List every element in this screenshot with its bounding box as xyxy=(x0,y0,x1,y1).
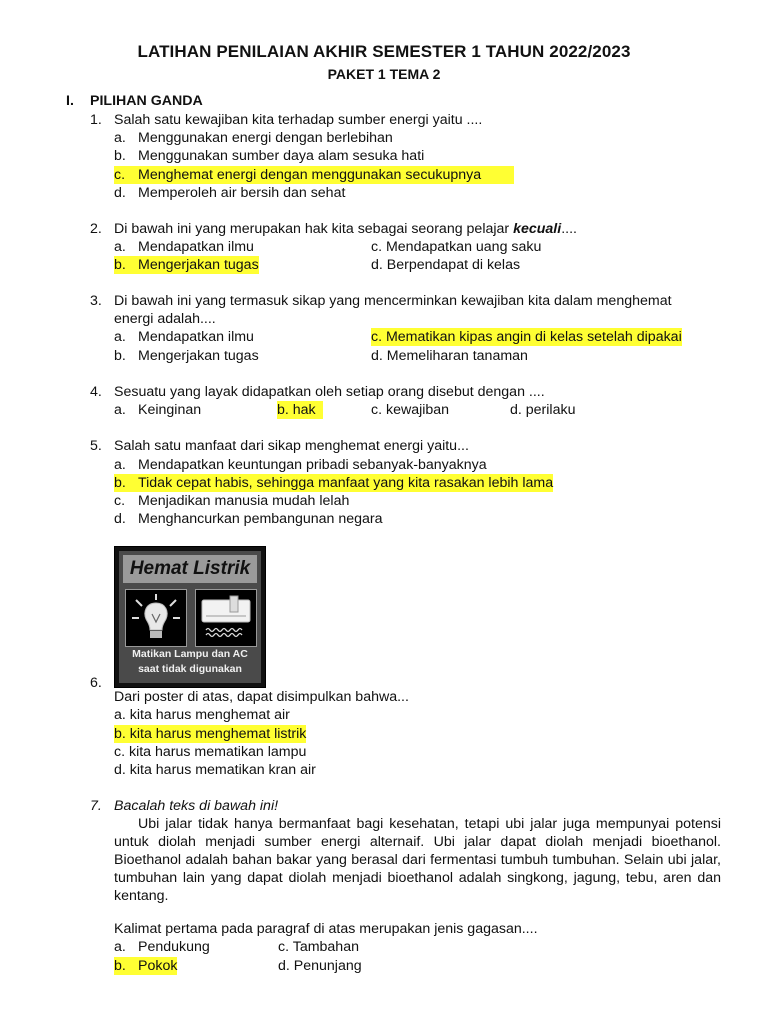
option-text: c. Mematikan kipas angin di kelas setelah dipakai xyxy=(371,329,682,345)
option-text: d. perilaku xyxy=(510,402,576,418)
poster-caption-line: Matikan Lampu dan AC xyxy=(132,648,248,660)
option-text: Memperoleh air bersih dan sehat xyxy=(138,185,346,201)
option-letter: c. xyxy=(114,167,126,183)
page-subtitle: PAKET 1 TEMA 2 xyxy=(327,66,441,82)
question-text: Kalimat pertama pada paragraf di atas merupakan jenis gagasan.... xyxy=(114,921,538,937)
option-letter: b. xyxy=(114,256,138,274)
question-number: 3. xyxy=(90,293,102,309)
question-text: Salah satu manfaat dari sikap menghemat energi yaitu... xyxy=(114,438,469,454)
option-text: b. hak xyxy=(277,401,323,419)
section-title: PILIHAN GANDA xyxy=(90,93,203,109)
option-letter: a. xyxy=(114,329,126,345)
option-letter: b. xyxy=(114,148,126,164)
option-text: Mengerjakan tugas xyxy=(138,348,259,364)
option-text: Mendapatkan ilmu xyxy=(138,239,254,255)
question-text: energi adalah.... xyxy=(114,311,216,327)
lightbulb-icon xyxy=(125,589,187,647)
page-title: LATIHAN PENILAIAN AKHIR SEMESTER 1 TAHUN 2022/2023 xyxy=(137,42,631,61)
option-text: Mendapatkan ilmu xyxy=(138,329,254,345)
option-text: Tidak cepat habis, sehingga manfaat yang kita rasakan lebih lama xyxy=(138,475,554,491)
question-instruction: Bacalah teks di bawah ini! xyxy=(114,798,279,814)
option-text: d. Memeliharan tanaman xyxy=(371,348,528,364)
reading-paragraph: Ubi jalar tidak hanya bermanfaat bagi kesehatan, tetapi ubi jalar juga mempunyai potensi untuk diolah menjadi sumber energi alternaif. Ubi jalar dapat diolah menjadi bioethanol. Bioethanol adalah bahan bakar yang berasal dari fermentasi tumbuh tumbuhan. Selain ubi jalar, tumbuhan lain yang dapat diolah menjadi bioethanol adalah singkong, jagung, tebu, aren dan kentang. xyxy=(114,816,721,904)
option-text: d. Penunjang xyxy=(278,958,362,974)
question-text-main: Di bawah ini yang merupakan hak kita sebagai seorang pelajar xyxy=(114,221,514,237)
option-letter: a. xyxy=(114,239,126,255)
question-number: 5. xyxy=(90,438,102,454)
question-number: 7. xyxy=(90,798,102,814)
option-letter: b. xyxy=(114,957,138,975)
option-text: Menghancurkan pembangunan negara xyxy=(138,511,383,527)
option-text: c. Tambahan xyxy=(278,939,359,955)
option-text: Pendukung xyxy=(138,939,210,955)
question-text xyxy=(114,220,577,238)
option-letter: a. xyxy=(114,130,126,146)
option-text: Pokok xyxy=(138,958,178,974)
option-letter: a. xyxy=(114,402,126,418)
poster-background xyxy=(119,551,261,683)
poster-caption-line: saat tidak digunakan xyxy=(138,663,242,675)
option-text: Menghemat energi dengan menggunakan secukupnya xyxy=(138,167,482,183)
hemat-listrik-poster xyxy=(114,546,266,688)
option-letter: a. xyxy=(114,457,126,473)
question-number: 4. xyxy=(90,384,102,400)
question-number: 1. xyxy=(90,112,102,128)
air-conditioner-icon xyxy=(195,589,257,647)
option-text: a. kita harus menghemat air xyxy=(114,707,290,723)
option-letter: b. xyxy=(114,348,126,364)
question-text: Salah satu kewajiban kita terhadap sumber energi yaitu .... xyxy=(114,112,483,128)
question-number: 2. xyxy=(90,221,102,237)
option-text: c. kewajiban xyxy=(371,402,450,418)
option-letter: d. xyxy=(114,185,126,201)
question-text-tail: .... xyxy=(561,221,577,237)
option-text: Keinginan xyxy=(138,402,202,418)
section-label: I. xyxy=(66,93,74,109)
option-letter: d. xyxy=(114,511,126,527)
question-number: 6. xyxy=(90,675,102,691)
poster-title: Hemat Listrik xyxy=(123,555,257,583)
question-text: Sesuatu yang layak didapatkan oleh setiap orang disebut dengan .... xyxy=(114,384,545,400)
option-letter: c. xyxy=(114,493,126,509)
option-letter: b. xyxy=(114,474,138,492)
question-emphasis: kecuali xyxy=(513,221,562,237)
option-text: Mendapatkan keuntungan pribadi sebanyak-banyaknya xyxy=(138,457,487,473)
option-text: Mengerjakan tugas xyxy=(138,257,259,273)
option-text: d. kita harus mematikan kran air xyxy=(114,762,316,778)
option-text: Menggunakan sumber daya alam sesuka hati xyxy=(138,148,425,164)
option-text: c. kita harus mematikan lampu xyxy=(114,744,307,760)
option-letter: a. xyxy=(114,939,126,955)
question-text: Dari poster di atas, dapat disimpulkan bahwa... xyxy=(114,689,409,705)
option-text: b. kita harus menghemat listrik xyxy=(114,726,307,742)
option-text: c. Mendapatkan uang saku xyxy=(371,239,542,255)
option-text: Menjadikan manusia mudah lelah xyxy=(138,493,350,509)
question-text: Di bawah ini yang termasuk sikap yang mencerminkan kewajiban kita dalam menghemat xyxy=(114,293,672,309)
option-text: d. Berpendapat di kelas xyxy=(371,257,521,273)
option-text: Menggunakan energi dengan berlebihan xyxy=(138,130,393,146)
poster-caption xyxy=(121,647,259,677)
